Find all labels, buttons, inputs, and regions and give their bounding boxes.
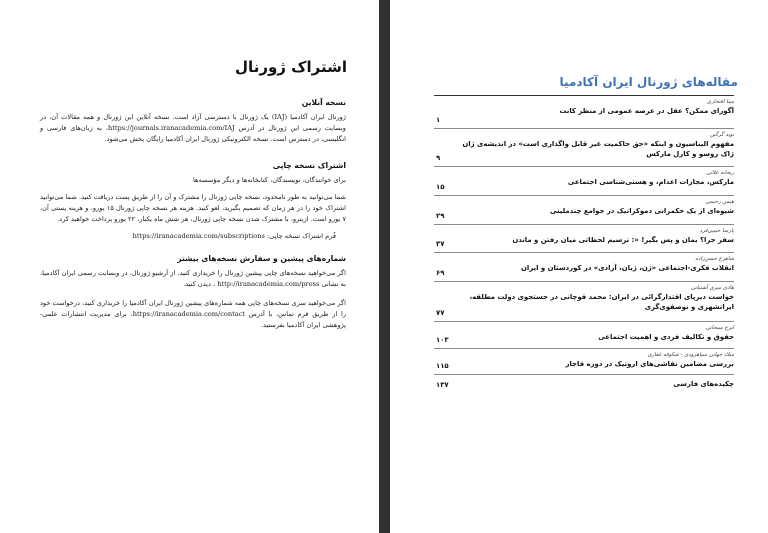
toc-author: پارسا حبیبی‌فرد: [699, 228, 734, 234]
toc-page-number: ۲۹: [436, 212, 445, 220]
toc-article-title: مارکس، مجازات اعدام، و هستی‌شناسی اجتماعی: [567, 178, 734, 186]
toc-article-title: شیوه‌ای از یک حکمرانی دموکراتیک در جوامع چندملیتی: [549, 207, 734, 215]
toc-author: هیمن رحیمی: [705, 199, 734, 205]
toc-entry[interactable]: [434, 253, 734, 282]
toc-article-title: خواست دیرپای اقتدارگرائی در ایران: محمد قوچانی در جستجوی دولت مطلقه، ایرانشهری و نوصفوی‌گری: [469, 293, 734, 311]
toc-article-title: انقلاب فکری-اجتماعی «ژن، ژیان، آزادی» در کوردستان و ایران: [521, 264, 734, 272]
toc-author: نوید گرگین: [709, 132, 734, 138]
subscription-body: [40, 98, 346, 339]
toc-page-number: ۱۳۷: [436, 381, 449, 389]
toc-entry[interactable]: [434, 349, 734, 375]
print-heading: اشتراک نسخه چاپی: [272, 161, 346, 170]
print-paragraph: شما می‌توانید به طور نامحدود، نسخه چاپی ژورنال را مشترک و آن را از طریق پست دریافت کنید. شما می‌توانید اشتراک خود را در هر زمان که تصمیم بگیرید، لغو کنید. هزینه هر نسخه چاپی ژورنال ۱۵ یورو، و هزینه پستی آن، ۷ یورو است. ازینرو، با مشترک شدن نسخه چاپی ژورنال، هر شش ماه یکبار، ۲۲ یورو پرداخت خواهید کرد.: [40, 193, 346, 223]
back-issues-paragraph-1: اگر می‌خواهید نسخه‌های چاپی پیشین ژورنال را خریداری کنید، از آرشیو ژورنال، در وبسایت رسمی ایران آکادمیا، به نشانی http://iranacademia.com/press ، دیدن کنید.: [40, 269, 346, 288]
toc-article-title: چکیده‌های فارسی: [673, 380, 734, 388]
toc-author: میلاد جهانی سیاهرودی - شکوفه غفاری: [647, 352, 734, 358]
right-page: [390, 0, 768, 533]
toc-author: هادی میری آشتیانی: [690, 285, 734, 291]
online-paragraph: ژورنال ایران آکادمیا (IAJ) یک ژورنال با دسترسی آزاد است. نسخه آنلاین این ژورنال و همه مقالات آن، در وبسایت رسمی این ژورنال در آدرس https://journals.iranacademia.com/IAJ، به زبان‌های فارسی و انگلیسی، در دسترس است. نسخه الکترونیکی ژورنال ایران آکادمیا رایگان پخش می‌شود.: [40, 113, 346, 143]
print-form-link[interactable]: فُرم اشتراک نسخه چاپی: https://iranacademia.com/subscriptions: [132, 232, 336, 240]
toc-author: ریحانه علائی: [706, 170, 734, 176]
toc-author: مینا افتخاری: [706, 99, 734, 105]
toc-article-title: آگورای ممکن؟ عقل در عرصه عمومی از منظر کانت: [559, 107, 734, 115]
toc-article-title: سفر جرا؟ بمان و پس بگیر! «: ترسیم لحظاتی میان رفتن و ماندن: [512, 236, 734, 244]
toc-entry[interactable]: [434, 282, 734, 322]
toc-entry[interactable]: [434, 96, 734, 129]
toc-page-number: ۹: [436, 154, 441, 162]
toc-page-number: ۶۹: [436, 269, 445, 277]
left-page: [0, 0, 379, 533]
toc-article-title: حقوق و تکالیف فردی و اهمیت اجتماعی: [598, 333, 734, 341]
toc-page-number: ۱۱۵: [436, 362, 449, 370]
print-audience: برای خوانندگان، نویسندگان، کتابخانه‌ها و دیگر مؤسسه‌ها: [193, 176, 346, 184]
online-heading: نسخه آنلاین: [301, 98, 346, 107]
toc-page-number: ۱۰۳: [436, 336, 449, 344]
back-issues-paragraph-2: اگر می‌خواهید سری نسخه‌های چاپی همه شماره‌های پیشین ژورنال ایران آکادمیا را خریداری کنید، درخواست خود را از طریق فرم تماس، با آدرس https://iranacademia.com/contact، برای مدیریت انتشارات علمی-پژوهشی ایران آکادمیا بفرستید.: [40, 299, 346, 329]
toc-article-title: مفهوم الیناسیون و اینکه «حق حاکمیت غیر قابل واگذاری است» در اندیشه‌ی ژان ژاک روسو و کارل مارکس: [462, 140, 734, 158]
toc-page-number: ۱: [436, 116, 441, 124]
toc-page-number: ۳۷: [436, 240, 445, 248]
toc-title: مقاله‌های ژورنال ایران آکادمیا: [559, 75, 738, 89]
toc-article-title: بررسی مضامین نقاشی‌های اروتیک در دوره قاجار: [565, 360, 734, 368]
toc-entry[interactable]: [434, 225, 734, 253]
toc-page-number: ۱۵: [436, 183, 445, 191]
back-issues-heading: شماره‌های پیشین و سفارش نسخه‌های بیشتر: [177, 254, 346, 263]
toc-entry[interactable]: [434, 167, 734, 196]
toc-entry[interactable]: [434, 375, 734, 393]
toc-entry[interactable]: [434, 196, 734, 225]
toc-entry[interactable]: [434, 322, 734, 349]
toc-page-number: ۷۷: [436, 309, 445, 317]
toc-author: شاهرخ حسن‌زاده: [695, 256, 734, 262]
toc-author: ایرج سبحانی: [705, 325, 734, 331]
table-of-contents: [434, 95, 734, 393]
toc-entry[interactable]: [434, 129, 734, 167]
page-title: اشتراک ژورنال: [235, 58, 347, 76]
